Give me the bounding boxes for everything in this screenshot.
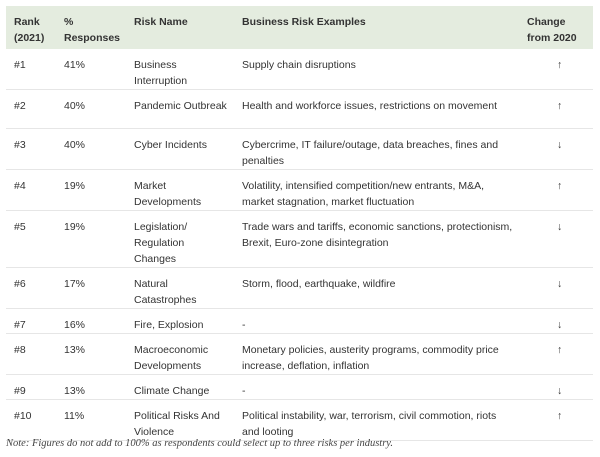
examples-cell: Trade wars and tariffs, economic sanctions, protectionism, Brexit, Euro-zone disintegration	[234, 211, 519, 268]
responses-cell: 13%	[56, 375, 126, 400]
rank-cell: #5	[6, 211, 56, 268]
header-change: Change from 2020	[527, 16, 577, 44]
examples-cell: Volatility, intensified competition/new entrants, M&A, market stagnation, market fluctuation	[234, 170, 519, 211]
footnote: Note: Figures do not add to 100% as respondents could select up to three risks per industry.	[6, 438, 394, 449]
change-arrow-icon: ↑	[519, 49, 593, 90]
risk-name-cell: Macroeconomic Developments	[126, 334, 234, 375]
change-arrow-icon: ↓	[519, 375, 593, 400]
table-row	[6, 129, 593, 170]
change-arrow-icon: ↑	[519, 170, 593, 211]
rank-cell: #1	[6, 49, 56, 90]
responses-cell: 19%	[56, 170, 126, 211]
table-row	[6, 49, 593, 90]
rank-cell: #10	[6, 400, 56, 441]
responses-cell: 17%	[56, 268, 126, 309]
responses-cell: 16%	[56, 309, 126, 334]
rank-cell: #9	[6, 375, 56, 400]
examples-cell: -	[234, 375, 519, 400]
table-row	[6, 309, 593, 334]
table-row	[6, 211, 593, 268]
examples-cell: -	[234, 309, 519, 334]
risk-name-cell: Legislation/ Regulation Changes	[126, 211, 234, 268]
header-rank: Rank (2021)	[14, 16, 45, 44]
rank-cell: #3	[6, 129, 56, 170]
examples-cell: Health and workforce issues, restrictions on movement	[234, 90, 519, 129]
header-responses: % Responses	[64, 16, 121, 44]
table-body	[6, 49, 593, 441]
examples-cell: Political instability, war, terrorism, civil commotion, riots and looting	[234, 400, 519, 441]
risk-name-cell: Fire, Explosion	[126, 309, 234, 334]
change-arrow-icon: ↓	[519, 268, 593, 309]
responses-cell: 41%	[56, 49, 126, 90]
change-arrow-icon: ↑	[519, 334, 593, 375]
responses-cell: 19%	[56, 211, 126, 268]
header-risk-name: Risk Name	[134, 16, 188, 28]
rank-cell: #6	[6, 268, 56, 309]
risk-name-cell: Political Risks And Violence	[126, 400, 234, 441]
table-row	[6, 90, 593, 129]
responses-cell: 11%	[56, 400, 126, 441]
table-header-row	[6, 6, 593, 49]
header-examples: Business Risk Examples	[242, 16, 366, 28]
rank-cell: #8	[6, 334, 56, 375]
table-row	[6, 334, 593, 375]
table-row	[6, 268, 593, 309]
change-arrow-icon: ↓	[519, 129, 593, 170]
examples-cell: Storm, flood, earthquake, wildfire	[234, 268, 519, 309]
change-arrow-icon: ↓	[519, 309, 593, 334]
risk-name-cell: Cyber Incidents	[126, 129, 234, 170]
responses-cell: 40%	[56, 90, 126, 129]
examples-cell: Cybercrime, IT failure/outage, data breaches, fines and penalties	[234, 129, 519, 170]
change-arrow-icon: ↑	[519, 400, 593, 441]
risk-name-cell: Market Developments	[126, 170, 234, 211]
risk-name-cell: Business Interruption	[126, 49, 234, 90]
change-arrow-icon: ↓	[519, 211, 593, 268]
change-arrow-icon: ↑	[519, 90, 593, 129]
examples-cell: Supply chain disruptions	[234, 49, 519, 90]
rank-cell: #4	[6, 170, 56, 211]
responses-cell: 13%	[56, 334, 126, 375]
rank-cell: #2	[6, 90, 56, 129]
rank-cell: #7	[6, 309, 56, 334]
table-row	[6, 375, 593, 400]
risk-name-cell: Pandemic Outbreak	[126, 90, 234, 129]
risk-name-cell: Natural Catastrophes	[126, 268, 234, 309]
table-row	[6, 170, 593, 211]
risk-name-cell: Climate Change	[126, 375, 234, 400]
table-row	[6, 400, 593, 441]
responses-cell: 40%	[56, 129, 126, 170]
risk-table	[6, 6, 593, 441]
examples-cell: Monetary policies, austerity programs, commodity price increase, deflation, inflation	[234, 334, 519, 375]
